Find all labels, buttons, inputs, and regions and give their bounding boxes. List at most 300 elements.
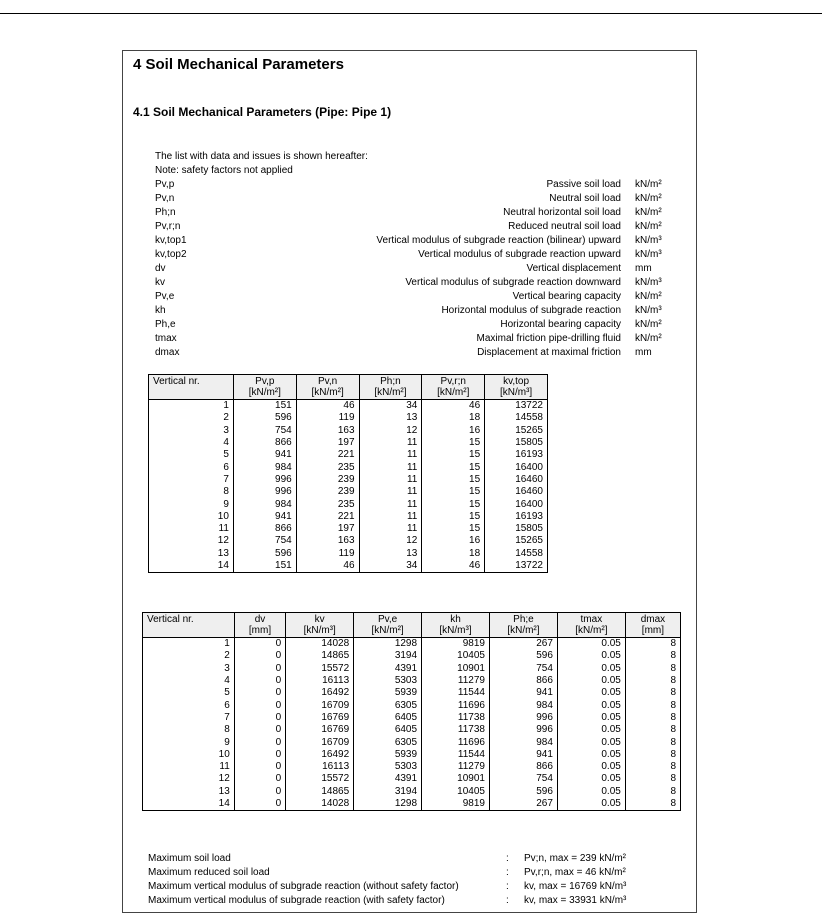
table-cell: 197 — [296, 523, 359, 535]
table-cell: 0.05 — [557, 773, 625, 785]
table-cell: 0.05 — [557, 663, 625, 675]
legend-abbr: kv — [155, 277, 165, 288]
column-header-unit — [147, 625, 230, 636]
table-cell: 6405 — [354, 712, 422, 724]
table-cell: 0.05 — [557, 724, 625, 736]
table-cell: 6305 — [354, 736, 422, 748]
table-cell: 15805 — [485, 437, 548, 449]
table-row — [149, 400, 548, 413]
table-cell: 596 — [233, 412, 296, 424]
column-header — [234, 613, 285, 638]
table-cell: 11738 — [422, 724, 490, 736]
table-header-row — [149, 375, 548, 400]
legend-row — [155, 248, 675, 262]
legend-description: Vertical displacement — [526, 263, 621, 274]
legend-unit: mm — [635, 263, 652, 274]
table-cell: 6 — [143, 699, 235, 711]
table-cell: 46 — [422, 400, 485, 413]
legend-description: Passive soil load — [546, 179, 621, 190]
table-row — [149, 412, 548, 424]
parameter-legend — [155, 178, 675, 360]
table-cell: 3 — [143, 663, 235, 675]
table-cell: 16113 — [286, 675, 354, 687]
table-row — [149, 511, 548, 523]
table-cell: 984 — [489, 736, 557, 748]
legend-unit: kN/m² — [635, 319, 662, 330]
table-cell: 4 — [143, 675, 235, 687]
legend-row — [155, 332, 675, 346]
table-cell: 14865 — [286, 650, 354, 662]
table-cell: 9 — [149, 498, 234, 510]
table-cell: 46 — [422, 560, 485, 573]
table-cell: 6 — [149, 461, 234, 473]
legend-description: Vertical bearing capacity — [512, 291, 621, 302]
legend-unit: mm — [635, 347, 652, 358]
table-cell: 866 — [233, 523, 296, 535]
table-cell: 15805 — [485, 523, 548, 535]
table-row — [143, 724, 681, 736]
table-cell: 8 — [625, 724, 680, 736]
table-cell: 8 — [625, 699, 680, 711]
legend-description: Vertical modulus of subgrade reaction upward — [418, 249, 621, 260]
table-cell: 15 — [422, 511, 485, 523]
legend-row — [155, 290, 675, 304]
table-cell: 0 — [234, 663, 285, 675]
legend-abbr: Ph,e — [155, 319, 176, 330]
column-header — [489, 613, 557, 638]
table-cell: 1 — [149, 400, 234, 413]
table-row — [149, 449, 548, 461]
table-cell: 267 — [489, 798, 557, 811]
column-header-unit: [kN/m²] — [248, 387, 281, 398]
table-cell: 119 — [296, 412, 359, 424]
table-cell: 0 — [234, 699, 285, 711]
table-cell: 10901 — [422, 663, 490, 675]
table-cell: 984 — [489, 699, 557, 711]
table-cell: 996 — [233, 486, 296, 498]
table-cell: 1298 — [354, 798, 422, 811]
table-cell: 984 — [233, 498, 296, 510]
column-header-unit: [kN/m²] — [507, 625, 540, 636]
summary-separator: : — [506, 853, 509, 864]
table-row — [149, 437, 548, 449]
column-header-label: Vertical nr. — [147, 614, 194, 625]
table-cell: 14028 — [286, 798, 354, 811]
note-text: Note: safety factors not applied — [155, 165, 293, 176]
table-cell: 866 — [489, 675, 557, 687]
summary-label: Maximum vertical modulus of subgrade reaction (with safety factor) — [148, 895, 445, 906]
table-cell: 9819 — [422, 798, 490, 811]
legend-description: Neutral soil load — [549, 193, 621, 204]
column-header-label: kv,top — [503, 376, 530, 387]
table-cell: 16492 — [286, 687, 354, 699]
table-cell: 0 — [234, 724, 285, 736]
table-row — [143, 638, 681, 651]
column-header-label: Vertical nr. — [153, 376, 200, 387]
legend-unit: kN/m² — [635, 179, 662, 190]
legend-row — [155, 346, 675, 360]
column-header-unit: [kN/m²] — [374, 387, 407, 398]
table-cell: 941 — [233, 511, 296, 523]
table-cell: 16 — [422, 535, 485, 547]
legend-abbr: Pv,e — [155, 291, 175, 302]
legend-description: Vertical modulus of subgrade reaction (bilinear) upward — [376, 235, 621, 246]
table-cell: 13 — [143, 786, 235, 798]
table-cell: 12 — [359, 535, 422, 547]
column-header-unit: [kN/m²] — [371, 625, 404, 636]
summary-label: Maximum soil load — [148, 853, 231, 864]
table-cell: 46 — [296, 400, 359, 413]
column-header — [422, 613, 490, 638]
summary-row — [148, 866, 678, 880]
table-cell: 11544 — [422, 749, 490, 761]
table-row — [149, 548, 548, 560]
summary-label: Maximum vertical modulus of subgrade reaction (without safety factor) — [148, 881, 459, 892]
table-cell: 18 — [422, 412, 485, 424]
table-row — [143, 712, 681, 724]
table-row — [143, 650, 681, 662]
legend-unit: kN/m³ — [635, 235, 662, 246]
table-cell: 11 — [359, 523, 422, 535]
table-cell: 0.05 — [557, 798, 625, 811]
column-header — [296, 375, 359, 400]
legend-description: Neutral horizontal soil load — [503, 207, 621, 218]
table-cell: 5939 — [354, 749, 422, 761]
table-cell: 14028 — [286, 638, 354, 651]
legend-abbr: Pv,p — [155, 179, 175, 190]
table-cell: 10405 — [422, 650, 490, 662]
table-cell: 16709 — [286, 736, 354, 748]
table-cell: 14558 — [485, 412, 548, 424]
legend-abbr: Pv,r;n — [155, 221, 181, 232]
table-row — [149, 560, 548, 573]
summary-row — [148, 894, 678, 908]
table-row — [143, 699, 681, 711]
column-header-unit: [kN/m³] — [499, 387, 533, 398]
table-cell: 10 — [143, 749, 235, 761]
table-cell: 0 — [234, 798, 285, 811]
table-cell: 11 — [359, 498, 422, 510]
table-row — [149, 535, 548, 547]
table-cell: 941 — [233, 449, 296, 461]
table-row — [143, 663, 681, 675]
table-cell: 8 — [625, 773, 680, 785]
table-cell: 0 — [234, 712, 285, 724]
legend-description: Maximal friction pipe-drilling fluid — [476, 333, 621, 344]
soil-loads-table — [148, 374, 548, 573]
table-row — [149, 523, 548, 535]
table-cell: 9 — [143, 736, 235, 748]
legend-description: Displacement at maximal friction — [477, 347, 621, 358]
legend-abbr: dmax — [155, 347, 180, 358]
column-header-label: Ph;n — [380, 376, 401, 387]
legend-unit: kN/m² — [635, 333, 662, 344]
table-row — [143, 761, 681, 773]
table-cell: 221 — [296, 511, 359, 523]
table-cell: 596 — [489, 650, 557, 662]
legend-abbr: kv,top1 — [155, 235, 187, 246]
table-cell: 16193 — [485, 449, 548, 461]
table-cell: 46 — [296, 560, 359, 573]
column-header-unit: [kN/m²] — [437, 387, 470, 398]
table-cell: 14 — [149, 560, 234, 573]
summary-row — [148, 852, 678, 866]
table-cell: 16 — [422, 425, 485, 437]
table-row — [143, 773, 681, 785]
legend-unit: kN/m³ — [635, 305, 662, 316]
table-cell: 3194 — [354, 650, 422, 662]
table-cell: 235 — [296, 461, 359, 473]
legend-abbr: kh — [155, 305, 166, 316]
table-cell: 754 — [489, 663, 557, 675]
legend-description: Reduced neutral soil load — [508, 221, 621, 232]
table-cell: 0.05 — [557, 650, 625, 662]
legend-description: Vertical modulus of subgrade reaction downward — [405, 277, 621, 288]
legend-row — [155, 234, 675, 248]
table-cell: 941 — [489, 687, 557, 699]
legend-unit: kN/m² — [635, 221, 662, 232]
table-cell: 10 — [149, 511, 234, 523]
legend-abbr: Ph;n — [155, 207, 176, 218]
table-cell: 996 — [489, 724, 557, 736]
table-cell: 0 — [234, 675, 285, 687]
table-row — [143, 675, 681, 687]
table-row — [143, 749, 681, 761]
table-cell: 0 — [234, 687, 285, 699]
table-cell: 8 — [149, 486, 234, 498]
column-header — [354, 613, 422, 638]
table-cell: 1298 — [354, 638, 422, 651]
table-cell: 15 — [422, 461, 485, 473]
table-cell: 267 — [489, 638, 557, 651]
table-cell: 16400 — [485, 461, 548, 473]
table-cell: 0 — [234, 638, 285, 651]
table-cell: 5303 — [354, 675, 422, 687]
table-cell: 8 — [625, 675, 680, 687]
table-cell: 0.05 — [557, 699, 625, 711]
column-header — [233, 375, 296, 400]
table-row — [149, 486, 548, 498]
legend-abbr: dv — [155, 263, 166, 274]
table-cell: 15572 — [286, 773, 354, 785]
page-header-rule — [0, 13, 822, 14]
table-cell: 197 — [296, 437, 359, 449]
column-header-unit: [kN/m²] — [311, 387, 344, 398]
table-cell: 12 — [359, 425, 422, 437]
table-cell: 10901 — [422, 773, 490, 785]
table-cell: 151 — [233, 560, 296, 573]
table-cell: 8 — [625, 687, 680, 699]
column-header-label: Pv,p — [255, 376, 275, 387]
table-cell: 11279 — [422, 761, 490, 773]
table-cell: 16400 — [485, 498, 548, 510]
table-cell: 11 — [359, 437, 422, 449]
column-header-unit: [mm] — [248, 625, 272, 636]
table-cell: 11 — [149, 523, 234, 535]
table-cell: 0 — [234, 650, 285, 662]
table-cell: 9819 — [422, 638, 490, 651]
table-cell: 0 — [234, 736, 285, 748]
table-cell: 10405 — [422, 786, 490, 798]
table-cell: 8 — [625, 712, 680, 724]
table-cell: 5 — [149, 449, 234, 461]
summary-separator: : — [506, 881, 509, 892]
table-cell: 4391 — [354, 663, 422, 675]
column-header-label: dv — [254, 614, 266, 625]
table-row — [149, 425, 548, 437]
table-cell: 34 — [359, 400, 422, 413]
table-cell: 8 — [625, 650, 680, 662]
table-cell: 151 — [233, 400, 296, 413]
column-header-unit — [153, 387, 229, 398]
column-header-unit: [mm] — [641, 625, 665, 636]
table-cell: 16492 — [286, 749, 354, 761]
table-cell: 0.05 — [557, 786, 625, 798]
legend-abbr: Pv,n — [155, 193, 175, 204]
legend-unit: kN/m³ — [635, 249, 662, 260]
table-cell: 11 — [143, 761, 235, 773]
table-cell: 0.05 — [557, 761, 625, 773]
table-cell: 8 — [625, 663, 680, 675]
table-cell: 13 — [149, 548, 234, 560]
table-cell: 3194 — [354, 786, 422, 798]
table-cell: 0.05 — [557, 712, 625, 724]
table-cell: 239 — [296, 474, 359, 486]
column-header — [485, 375, 548, 400]
table-cell: 15572 — [286, 663, 354, 675]
table-cell: 8 — [625, 798, 680, 811]
table-row — [149, 474, 548, 486]
table-cell: 11696 — [422, 699, 490, 711]
legend-abbr: tmax — [155, 333, 177, 344]
legend-unit: kN/m³ — [635, 277, 662, 288]
table-cell: 996 — [489, 712, 557, 724]
column-header — [149, 375, 234, 400]
table-cell: 13722 — [485, 400, 548, 413]
summary-separator: : — [506, 867, 509, 878]
column-header-unit: [kN/m³] — [439, 625, 472, 636]
table-cell: 18 — [422, 548, 485, 560]
table-cell: 7 — [143, 712, 235, 724]
table-cell: 15 — [422, 474, 485, 486]
table-cell: 15 — [422, 498, 485, 510]
table-cell: 5 — [143, 687, 235, 699]
summary-value: kv, max = 33931 kN/m³ — [524, 895, 627, 906]
table-cell: 6405 — [354, 724, 422, 736]
summary-value: Pv;n, max = 239 kN/m² — [524, 853, 626, 864]
table-cell: 0 — [234, 761, 285, 773]
table-cell: 3 — [149, 425, 234, 437]
summary-value: Pv,r;n, max = 46 kN/m² — [524, 867, 626, 878]
table-cell: 0.05 — [557, 736, 625, 748]
column-header-label: Pv,e — [377, 614, 398, 625]
table-cell: 5303 — [354, 761, 422, 773]
table-cell: 221 — [296, 449, 359, 461]
column-header — [143, 613, 235, 638]
table-cell: 0.05 — [557, 687, 625, 699]
table-cell: 8 — [625, 761, 680, 773]
table-cell: 0 — [234, 749, 285, 761]
intro-text: The list with data and issues is shown hereafter: — [155, 151, 368, 162]
table-cell: 11 — [359, 474, 422, 486]
table-cell: 16460 — [485, 486, 548, 498]
legend-unit: kN/m² — [635, 291, 662, 302]
table-cell: 996 — [233, 474, 296, 486]
table-cell: 0.05 — [557, 675, 625, 687]
legend-description: Horizontal modulus of subgrade reaction — [441, 305, 621, 316]
legend-description: Horizontal bearing capacity — [500, 319, 621, 330]
column-header-label: tmax — [580, 614, 603, 625]
column-header-unit: [kN/m²] — [575, 625, 608, 636]
legend-unit: kN/m² — [635, 193, 662, 204]
column-header-label: Ph;e — [513, 614, 534, 625]
column-header-label: kh — [450, 614, 461, 625]
legend-abbr: kv,top2 — [155, 249, 187, 260]
table-cell: 2 — [149, 412, 234, 424]
column-header — [557, 613, 625, 638]
table-cell: 11 — [359, 461, 422, 473]
table-cell: 7 — [149, 474, 234, 486]
table-row — [143, 786, 681, 798]
table-cell: 16769 — [286, 712, 354, 724]
table-cell: 15 — [422, 449, 485, 461]
table-cell: 11696 — [422, 736, 490, 748]
table-cell: 8 — [625, 638, 680, 651]
table-cell: 163 — [296, 425, 359, 437]
column-header — [625, 613, 680, 638]
legend-row — [155, 276, 675, 290]
table-cell: 235 — [296, 498, 359, 510]
table-cell: 754 — [233, 425, 296, 437]
table-cell: 4 — [149, 437, 234, 449]
table-cell: 4391 — [354, 773, 422, 785]
subsection-title: 4.1 Soil Mechanical Parameters (Pipe: Pipe 1) — [133, 105, 392, 119]
table-cell: 1 — [143, 638, 235, 651]
table-row — [149, 498, 548, 510]
table-cell: 12 — [143, 773, 235, 785]
table-cell: 11 — [359, 449, 422, 461]
table-cell: 16709 — [286, 699, 354, 711]
table-cell: 15 — [422, 523, 485, 535]
table-cell: 5939 — [354, 687, 422, 699]
table-header-row — [143, 613, 681, 638]
table-row — [149, 461, 548, 473]
table-cell: 8 — [625, 749, 680, 761]
table-cell: 16460 — [485, 474, 548, 486]
table-cell: 0.05 — [557, 749, 625, 761]
table-cell: 14558 — [485, 548, 548, 560]
table-cell: 34 — [359, 560, 422, 573]
table-cell: 754 — [233, 535, 296, 547]
column-header — [286, 613, 354, 638]
table-cell: 14865 — [286, 786, 354, 798]
table-cell: 596 — [489, 786, 557, 798]
summary-separator: : — [506, 895, 509, 906]
table-cell: 6305 — [354, 699, 422, 711]
legend-row — [155, 304, 675, 318]
table-cell: 14 — [143, 798, 235, 811]
table-cell: 15265 — [485, 425, 548, 437]
table-cell: 11 — [359, 511, 422, 523]
table-cell: 2 — [143, 650, 235, 662]
legend-unit: kN/m² — [635, 207, 662, 218]
summary-value: kv, max = 16769 kN/m³ — [524, 881, 627, 892]
column-header-unit: [kN/m³] — [303, 625, 336, 636]
table-cell: 16193 — [485, 511, 548, 523]
legend-row — [155, 192, 675, 206]
table-cell: 16113 — [286, 761, 354, 773]
table-cell: 754 — [489, 773, 557, 785]
